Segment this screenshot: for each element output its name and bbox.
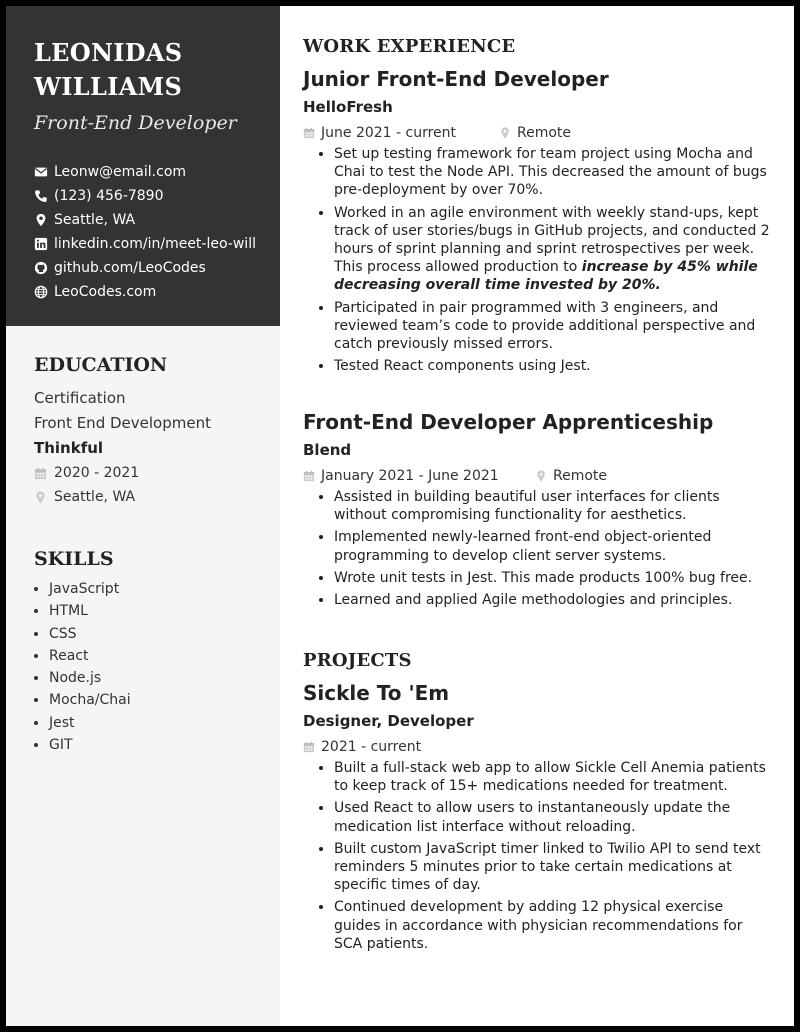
first-name: LEONIDAS (34, 38, 183, 67)
job-role: Junior Front-End Developer (303, 67, 609, 91)
education-heading: EDUCATION (34, 354, 168, 376)
last-name: WILLIAMS (34, 72, 183, 101)
email-icon (34, 165, 48, 179)
calendar-icon (34, 467, 47, 480)
sidebar-header (6, 6, 280, 326)
project-dates-item (303, 735, 421, 759)
location-icon (34, 213, 48, 227)
globe-icon (34, 285, 48, 299)
bullet-emphasis: increase by 45% while decreasing overall time invested by 20%. (334, 259, 758, 294)
bullet: • Tested React components using Jest. (334, 357, 773, 375)
website-text: LeoCodes.com (54, 284, 157, 300)
skill-item: • JavaScript (49, 578, 264, 600)
phone-text: (123) 456-7890 (54, 188, 164, 204)
contact-phone[interactable] (34, 184, 264, 208)
location-icon (34, 491, 47, 504)
project-entry (303, 679, 773, 953)
bullet: • Wrote unit tests in Jest. This made products 100% bug free. (334, 569, 773, 587)
location-icon (499, 127, 511, 139)
skill-item: • React (49, 645, 264, 667)
email-text: Leonw@email.com (54, 164, 187, 180)
project-bullets (303, 759, 773, 953)
full-name (34, 36, 264, 104)
job-location: Remote (517, 125, 572, 141)
contact-github[interactable] (34, 256, 264, 280)
location-icon (535, 470, 547, 482)
bullet: • Assisted in building beautiful user interfaces for clients without compromising functionality for aesthetics. (334, 488, 773, 524)
github-icon (34, 261, 48, 275)
calendar-icon (303, 470, 315, 482)
skill-item: • CSS (49, 623, 264, 645)
job-role: Front-End Developer Apprenticeship (303, 410, 714, 434)
education-dates: 2020 - 2021 (54, 465, 140, 481)
education-school: Thinkful (34, 439, 104, 457)
skill-item: • Mocha/Chai (49, 689, 264, 711)
job-location: Remote (553, 468, 608, 484)
contact-list (34, 160, 264, 304)
bullet: • Implemented newly-learned front-end object-oriented programming to develop client server systems. (334, 528, 773, 564)
job-meta (303, 464, 773, 488)
bullet: • Learned and applied Agile methodologies and principles. (334, 591, 773, 609)
education-dates-row (34, 461, 264, 485)
job-entry (303, 408, 773, 613)
calendar-icon (303, 127, 315, 139)
skill-item: • Jest (49, 712, 264, 734)
skills-section (6, 548, 280, 756)
job-dates-item (303, 464, 535, 488)
job-meta (303, 121, 773, 145)
location-text: Seattle, WA (54, 212, 136, 228)
education-degree: Certification (34, 389, 126, 407)
bullet-text: Worked in an agile environment with weekly stand-ups, kept track of user stories/bugs in GitHub projects, and conducted 2 hours of sprint planning and sprint retrospectives per week. This process allowed production to (334, 204, 770, 276)
bullet: • Set up testing framework for team project using Mocha and Chai to test the Node API. This decreased the amount of bugs pre-deployment by over 70%. (334, 145, 773, 200)
projects-section (303, 650, 773, 957)
bullet: • Participated in pair programmed with 3 engineers, and reviewed team’s code to provide additional perspective and catch previously missed errors. (334, 299, 773, 354)
project-meta (303, 735, 773, 759)
projects-heading: PROJECTS (303, 650, 412, 671)
skills-heading: SKILLS (34, 548, 114, 570)
job-dates-item (303, 121, 499, 145)
job-location-item (535, 464, 607, 488)
job-company: Blend (303, 441, 352, 459)
resume-page (6, 6, 794, 1026)
job-location-item (499, 121, 571, 145)
education-location-row (34, 485, 264, 509)
skill-item: • GIT (49, 734, 264, 756)
work-heading: WORK EXPERIENCE (303, 36, 516, 57)
job-company: HelloFresh (303, 98, 393, 116)
calendar-icon (303, 741, 315, 753)
project-role: Designer, Developer (303, 712, 474, 730)
bullet: • Built custom JavaScript timer linked to Twilio API to send text reminders 5 minutes prior to take certain medications at specific times of day. (334, 840, 773, 895)
job-bullets (303, 488, 773, 609)
job-dates: June 2021 - current (321, 125, 457, 141)
bullet: • Used React to allow users to instantaneously update the medication list interface without reloading. (334, 799, 773, 835)
sidebar (6, 6, 280, 1026)
bullet: • Built a full-stack web app to allow Sickle Cell Anemia patients to keep track of 15+ medications needed for treatment. (334, 759, 773, 795)
work-experience-section (303, 36, 773, 379)
project-dates: 2021 - current (321, 739, 422, 755)
skills-list (34, 578, 264, 756)
education-field: Front End Development (34, 414, 211, 432)
job-title: Front-End Developer (34, 112, 237, 134)
bullet: • Continued development by adding 12 physical exercise guides in accordance with physician recommendations for SCA patients. (334, 898, 773, 953)
github-text: github.com/LeoCodes (54, 260, 206, 276)
job-bullets (303, 145, 773, 375)
education-section (6, 354, 280, 509)
project-name: Sickle To 'Em (303, 681, 450, 705)
bullet (334, 204, 773, 295)
linkedin-icon (34, 237, 48, 251)
education-location: Seattle, WA (54, 489, 136, 505)
linkedin-text: linkedin.com/in/meet-leo-will (54, 236, 256, 252)
contact-website[interactable] (34, 280, 264, 304)
skill-item: • HTML (49, 600, 264, 622)
phone-icon (34, 189, 48, 203)
contact-email[interactable] (34, 160, 264, 184)
contact-location (34, 208, 264, 232)
contact-linkedin[interactable] (34, 232, 264, 256)
skill-item: • Node.js (49, 667, 264, 689)
job-dates: January 2021 - June 2021 (321, 468, 499, 484)
job-entry (303, 65, 773, 375)
